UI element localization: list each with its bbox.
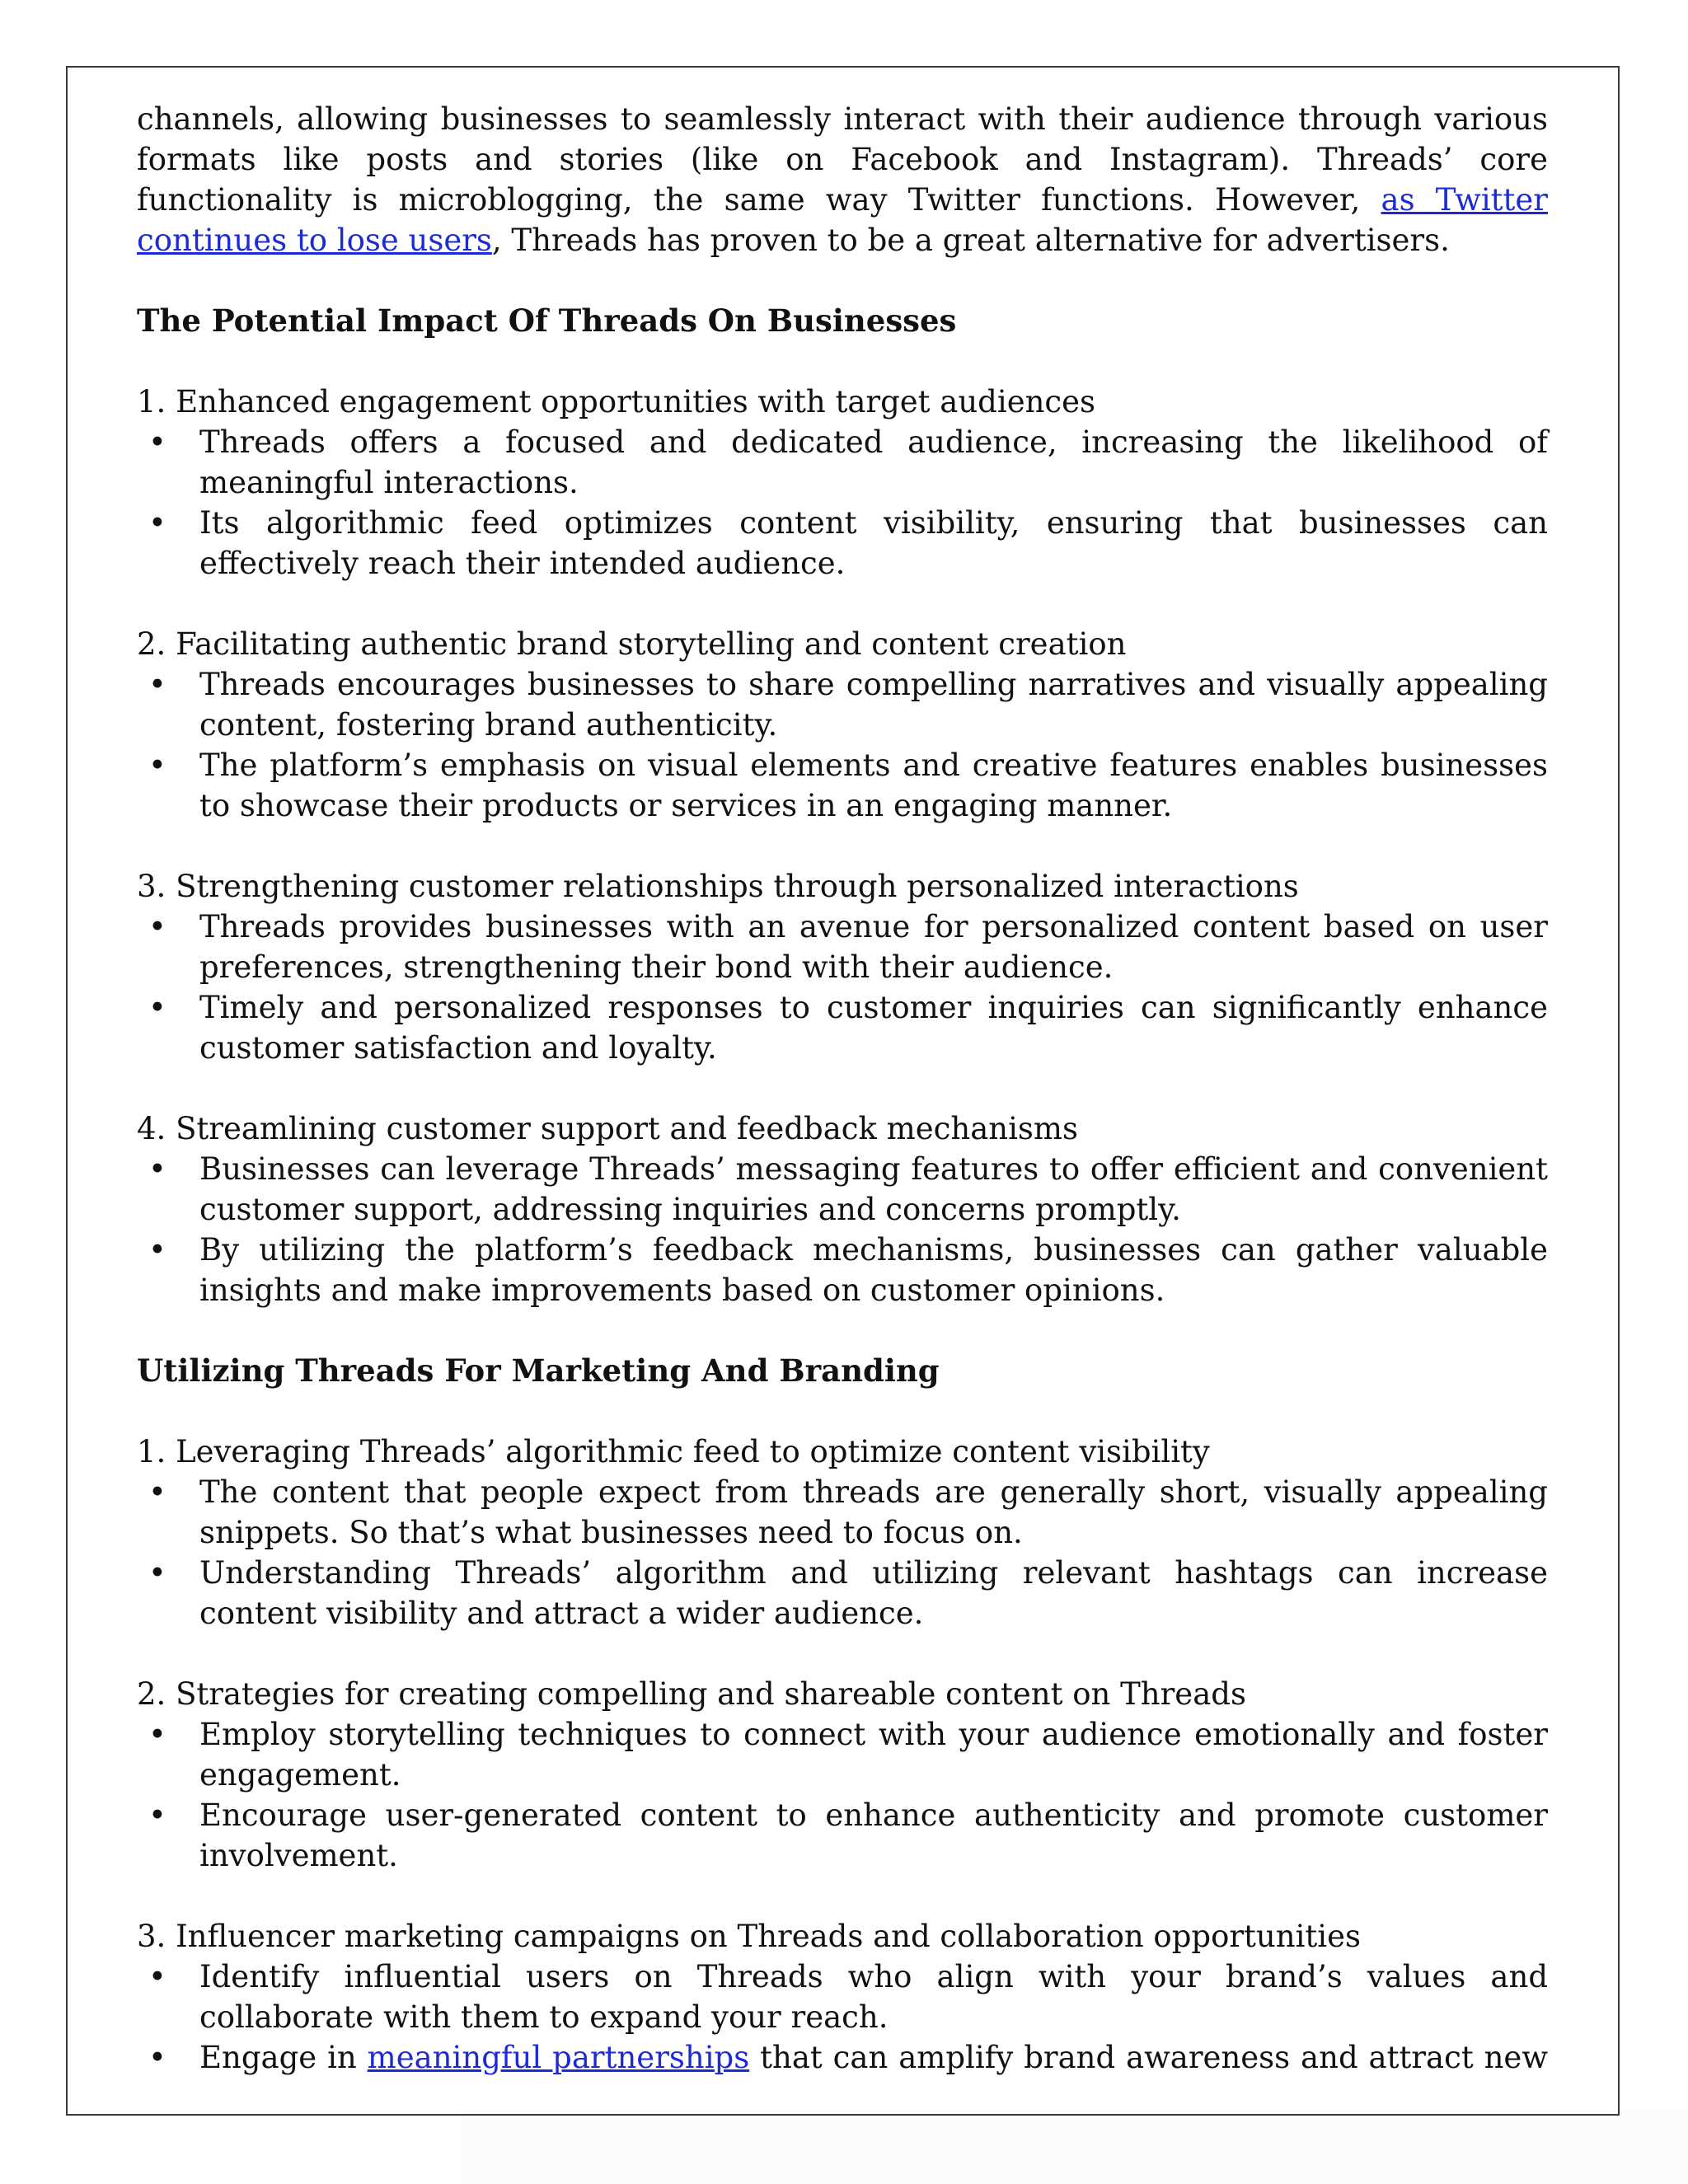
bullet-marker: • xyxy=(148,1959,166,1994)
bullet-marker: • xyxy=(148,748,166,783)
list-item xyxy=(137,1795,1548,1876)
list-item xyxy=(137,1230,1548,1310)
list-item-text: Encourage user-generated content to enhance authenticity and promote customer involvement. xyxy=(199,1797,1548,1873)
list-item-text: Its algorithmic feed optimizes content visibility, ensuring that businesses can effectively reach their intended audience. xyxy=(199,505,1548,581)
bullet-marker: • xyxy=(148,1717,166,1752)
group-title: 3. Strengthening customer relationships through personalized interactions xyxy=(137,869,1299,904)
bullet-marker: • xyxy=(148,1797,166,1833)
list-item xyxy=(137,1957,1548,2037)
bullet-list xyxy=(137,422,1548,583)
list-item xyxy=(137,987,1548,1068)
bullet-marker: • xyxy=(148,424,166,460)
intro-text-before-link: channels, allowing businesses to seamlessly interact with their audience through various formats like posts and stories (like on Facebook and Instagram). Threads’ core functionality is microblogging, the same way Twitter functions. However, xyxy=(137,101,1548,218)
list-item-text: Timely and personalized responses to customer inquiries can significantly enhance customer satisfaction and loyalty. xyxy=(199,990,1548,1066)
bullet-marker: • xyxy=(148,1474,166,1510)
section-heading-impact: The Potential Impact Of Threads On Businesses xyxy=(137,302,957,339)
intro-text-after-link: , Threads has proven to be a great alternative for advertisers. xyxy=(491,223,1450,258)
group-title: 1. Enhanced engagement opportunities with target audiences xyxy=(137,384,1096,419)
list-item-text: By utilizing the platform’s feedback mechanisms, businesses can gather valuable insights and make improvements based on customer opinions. xyxy=(199,1232,1548,1308)
list-item xyxy=(137,1472,1548,1553)
bullet-marker: • xyxy=(148,1232,166,1268)
list-item-text: Employ storytelling techniques to connect with your audience emotionally and foster engagement. xyxy=(199,1717,1548,1793)
bullet-list xyxy=(137,1957,1548,2078)
document-body xyxy=(137,99,1548,2078)
list-item xyxy=(137,422,1548,503)
intro-paragraph xyxy=(137,99,1548,260)
bullet-marker: • xyxy=(148,990,166,1025)
background-shade xyxy=(462,2110,1688,2184)
twitter-users-link[interactable]: as Twitter continues to lose users xyxy=(137,182,1548,258)
list-item-text-after-link: that can amplify brand awareness and attract new xyxy=(749,2040,1548,2075)
bullet-list xyxy=(137,1714,1548,1876)
group-title: 2. Facilitating authentic brand storytelling and content creation xyxy=(137,626,1127,662)
list-item-text: Threads offers a focused and dedicated audience, increasing the likelihood of meaningful interactions. xyxy=(199,424,1548,500)
bullet-list xyxy=(137,664,1548,826)
list-item-text: Threads provides businesses with an avenue for personalized content based on user preferences, strengthening their bond with their audience. xyxy=(199,909,1548,985)
list-item xyxy=(137,664,1548,745)
bullet-marker: • xyxy=(148,1151,166,1187)
list-item-text: Threads encourages businesses to share compelling narratives and visually appealing content, fostering brand authenticity. xyxy=(199,667,1548,743)
group-title: 3. Influencer marketing campaigns on Threads and collaboration opportunities xyxy=(137,1919,1361,1954)
bullet-marker: • xyxy=(148,1555,166,1591)
list-item-text: The platform’s emphasis on visual elements and creative features enables businesses to showcase their products or services in an engaging manner. xyxy=(199,748,1548,823)
list-item xyxy=(137,1149,1548,1230)
list-item-text: Businesses can leverage Threads’ messaging features to offer efficient and convenient customer support, addressing inquiries and concerns promptly. xyxy=(199,1151,1548,1227)
list-item xyxy=(137,1714,1548,1795)
group-title: 2. Strategies for creating compelling and shareable content on Threads xyxy=(137,1676,1246,1712)
list-item-text: Identify influential users on Threads who align with your brand’s values and collaborate with them to expand your reach. xyxy=(199,1959,1548,2035)
section-heading-marketing: Utilizing Threads For Marketing And Branding xyxy=(137,1352,940,1389)
list-item xyxy=(137,1553,1548,1633)
bullet-marker: • xyxy=(148,667,166,702)
bullet-list xyxy=(137,1149,1548,1310)
bullet-list xyxy=(137,1472,1548,1633)
list-item-text-before-link: Engage in xyxy=(199,2040,368,2075)
bullet-marker: • xyxy=(148,2040,166,2075)
list-item xyxy=(137,745,1548,826)
bullet-list xyxy=(137,907,1548,1068)
bullet-marker: • xyxy=(148,909,166,944)
group-title: 4. Streamlining customer support and feedback mechanisms xyxy=(137,1111,1078,1146)
meaningful-partnerships-link[interactable]: meaningful partnerships xyxy=(367,2040,750,2075)
list-item xyxy=(137,907,1548,987)
list-item xyxy=(137,2037,1548,2078)
list-item xyxy=(137,503,1548,583)
list-item-text: The content that people expect from threads are generally short, visually appealing snippets. So that’s what businesses need to focus on. xyxy=(199,1474,1548,1550)
list-item-text: Understanding Threads’ algorithm and utilizing relevant hashtags can increase content visibility and attract a wider audience. xyxy=(199,1555,1548,1631)
bullet-marker: • xyxy=(148,505,166,541)
group-title: 1. Leveraging Threads’ algorithmic feed to optimize content visibility xyxy=(137,1434,1210,1469)
